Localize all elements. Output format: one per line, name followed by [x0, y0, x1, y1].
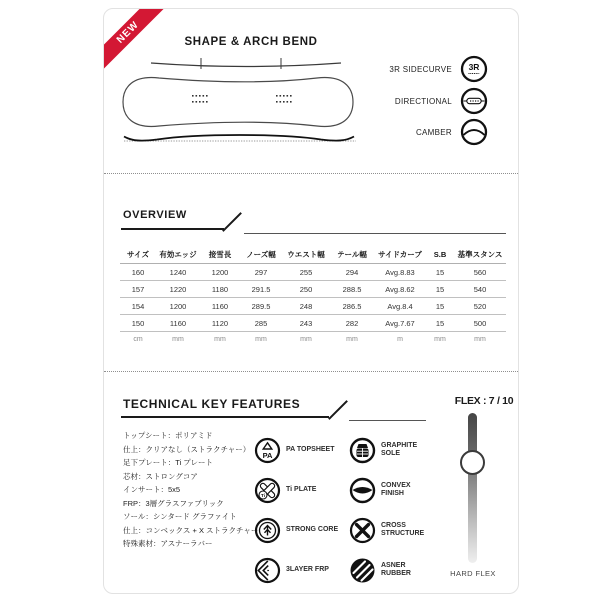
shape-section-title: SHAPE & ARCH BEND	[184, 36, 318, 48]
col-tail-width: テール幅	[330, 246, 374, 264]
spec-line: 仕上：クリアなし（ストラクチャー）	[123, 444, 251, 454]
section-divider-1	[104, 173, 518, 174]
badge-3r-sidecurve-label: 3R SIDECURVE	[389, 64, 452, 74]
3layer-frp-icon	[254, 557, 281, 584]
insert-dots-back	[276, 95, 292, 103]
overview-rule	[244, 233, 506, 234]
flex-level-label: HARD FLEX	[450, 569, 496, 578]
spec-line: FRP：3層グラスファブリック	[123, 498, 224, 508]
strong-core-icon	[254, 517, 281, 544]
new-ribbon-label: NEW	[114, 19, 142, 46]
feature-asner-rubber	[349, 550, 444, 590]
camber-profile-line	[124, 135, 354, 141]
badge-3r-sidecurve	[389, 55, 488, 83]
feature-label: PA TOPSHEET	[286, 445, 335, 453]
spec-line: 特殊素材：アスナーラバー	[123, 539, 213, 548]
flex-rating-label: FLEX : 7 / 10	[454, 395, 514, 407]
spec-line: ソール：シンタード グラファイト	[123, 512, 237, 521]
convex-finish-icon	[349, 477, 376, 504]
feature-pa-topsheet	[254, 430, 349, 470]
table-row: 154 1200 1160 289.5 248 286.5 Avg.8.4 15 520	[120, 298, 506, 315]
feature-label: CONVEX FINISH	[381, 481, 411, 497]
section-divider-2	[104, 371, 518, 372]
spec-line: 足下プレート：Ti プレート	[123, 458, 213, 467]
badge-directional	[395, 87, 488, 115]
feature-label: CROSS STRUCTURE	[381, 521, 425, 537]
badge-directional-label: DIRECTIONAL	[394, 96, 452, 106]
svg-text:PA: PA	[262, 450, 273, 460]
spec-line: 仕上：コンベックス + X ストラクチャー	[123, 525, 259, 535]
overview-heading: OVERVIEW	[123, 209, 187, 221]
feature-label: STRONG CORE	[286, 525, 339, 533]
size-spec-table	[120, 246, 506, 347]
graphite-sole-icon	[349, 437, 376, 464]
overview-underline	[121, 228, 224, 230]
col-sb: S.B	[426, 246, 454, 264]
feature-convex-finish	[349, 470, 444, 510]
technical-underline	[121, 416, 329, 418]
badge-camber-label: CAMBER	[415, 127, 452, 137]
col-waist-width: ウエスト幅	[282, 246, 330, 264]
arch-bend-line	[151, 63, 341, 67]
table-header-row	[120, 246, 506, 264]
flex-slider-knob	[460, 450, 485, 475]
table-units-row: cm mm mm mm mm mm m mm mm	[133, 336, 486, 343]
technical-rule	[349, 420, 426, 421]
feature-label: GRAPHITE SOLE	[381, 441, 418, 457]
svg-text:Ti: Ti	[260, 493, 266, 499]
new-ribbon	[104, 9, 176, 81]
table-row: 157 1220 1180 291.5 250 288.5 Avg.8.62 15 540	[120, 281, 506, 298]
feature-label: 3LAYER FRP	[286, 565, 329, 573]
col-stance: 基準スタンス	[454, 246, 506, 264]
badge-camber	[416, 118, 488, 146]
technical-heading: TECHNICAL KEY FEATURES	[123, 397, 301, 411]
overview-slash	[222, 212, 242, 232]
camber-icon	[460, 118, 488, 146]
feature-strong-core	[254, 510, 349, 550]
table-row: 160 1240 1200 297 255 294 Avg.8.83 15 560	[120, 264, 506, 281]
col-nose-width: ノーズ幅	[240, 246, 282, 264]
feature-graphite-sole	[349, 430, 444, 470]
pa-topsheet-icon	[254, 437, 281, 464]
col-effective-edge: 有効エッジ	[156, 246, 200, 264]
feature-cross-structure	[349, 510, 444, 550]
spec-line: 芯材：ストロングコア	[123, 471, 198, 481]
feature-ti-plate	[254, 470, 349, 510]
flex-slider-track	[468, 413, 477, 563]
cross-structure-icon	[349, 517, 376, 544]
feature-label: Ti PLATE	[286, 485, 317, 493]
col-size: サイズ	[120, 246, 156, 264]
spec-line: トップシート：ポリアミド	[123, 431, 213, 440]
asner-rubber-icon	[349, 557, 376, 584]
feature-label: ASNER RUBBER	[381, 561, 411, 577]
3r-sidecurve-icon	[460, 55, 488, 83]
spec-sheet-card	[103, 8, 519, 594]
directional-icon	[460, 87, 488, 115]
board-outline	[123, 78, 353, 127]
col-sidecurve: サイドカーブ	[374, 246, 426, 264]
spec-line: インサート：5x5	[123, 485, 181, 494]
new-ribbon-band	[104, 9, 174, 78]
feature-grid	[254, 430, 444, 590]
spec-list	[123, 429, 258, 551]
col-contact-length: 接雪長	[200, 246, 240, 264]
ti-plate-icon	[254, 477, 281, 504]
insert-dots-front	[192, 95, 208, 103]
technical-slash	[328, 400, 348, 420]
table-row: 150 1160 1120 285 243 282 Avg.7.67 15 500	[120, 315, 506, 332]
svg-text:3R: 3R	[468, 62, 480, 72]
feature-3layer-frp	[254, 550, 349, 590]
